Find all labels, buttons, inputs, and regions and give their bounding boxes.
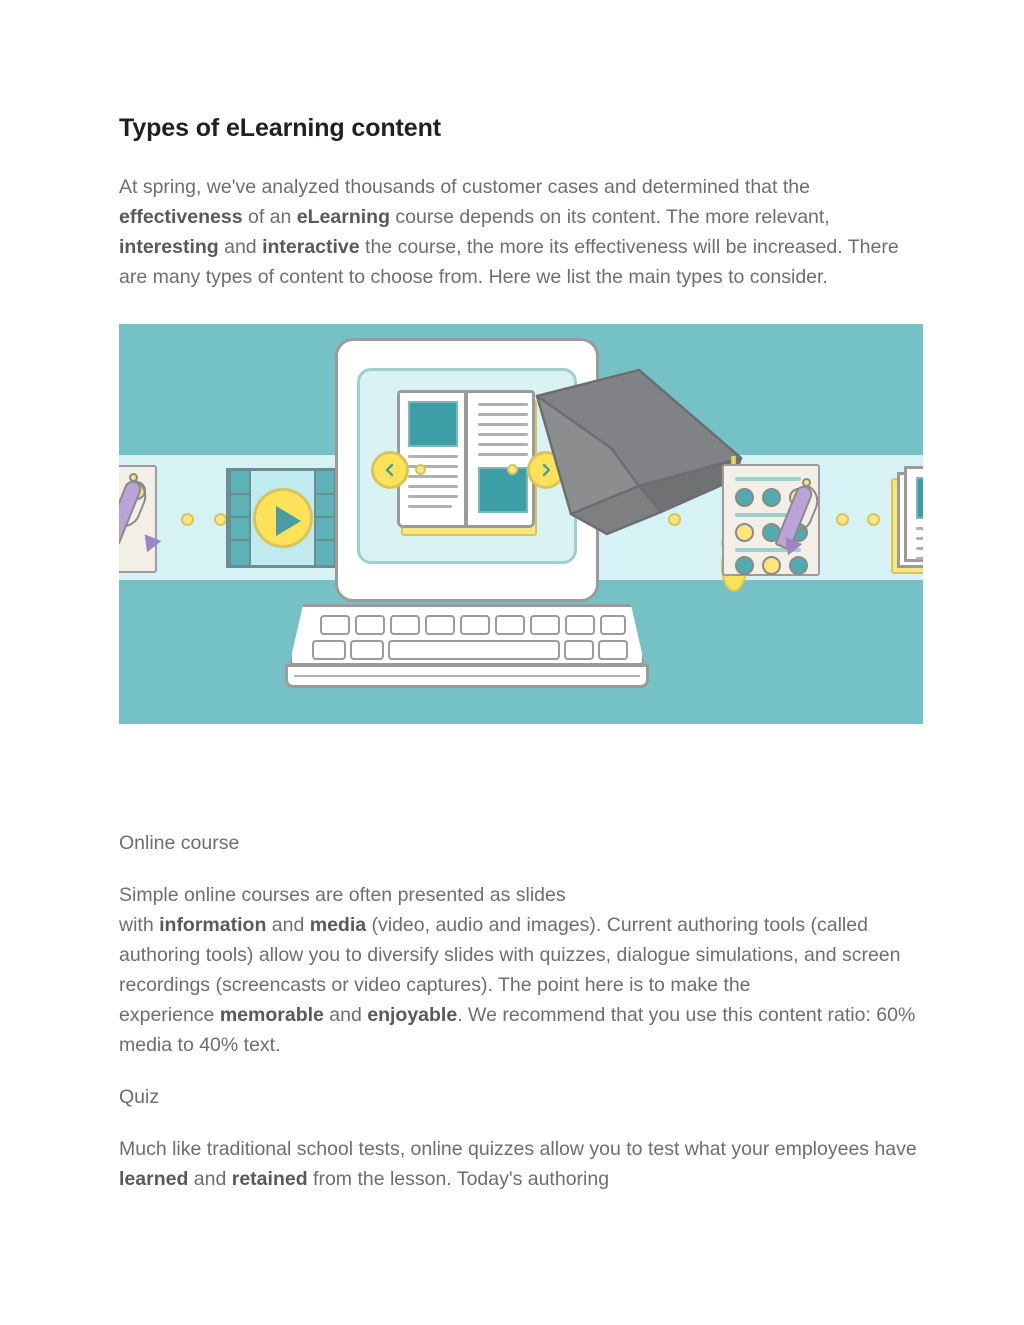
carousel-dot (836, 513, 849, 526)
document-content (119, 112, 925, 1194)
carousel-dot (181, 513, 194, 526)
laptop-keyboard (289, 604, 645, 666)
section-body-quiz: Much like traditional school tests, online quizzes allow you to test what your employees have learned and retained from the lesson. Today's authoring (119, 1138, 917, 1190)
play-button-icon (253, 488, 313, 548)
carousel-dot (668, 513, 681, 526)
page-title: Types of eLearning content (119, 114, 441, 142)
intro-paragraph: At spring, we've analyzed thousands of customer cases and determined that the effectiveness of an eLearning course depends on its content. The more relevant, interesting and interactive the course, the more its effectiveness will be increased. There are many types of content to choose from. Here we list the main types to consider. (119, 176, 899, 288)
section-body-online-course: Simple online courses are often presented as slides with information and media (video, audio and images). Current authoring tools (called authoring tools) allow you to diversify slides with quizzes, dialogue simulations, and screen recordings (screencasts or video captures). The point here is to make the experience memorable and enjoyable. We recommend that you use this content ratio: 60% media to 40% text. (119, 884, 916, 1056)
carousel-prev-icon (371, 451, 409, 489)
section-heading-online-course: Online course (119, 832, 240, 854)
elearning-illustration (119, 324, 923, 724)
section-heading-quiz: Quiz (119, 1086, 160, 1108)
carousel-dot (867, 513, 880, 526)
